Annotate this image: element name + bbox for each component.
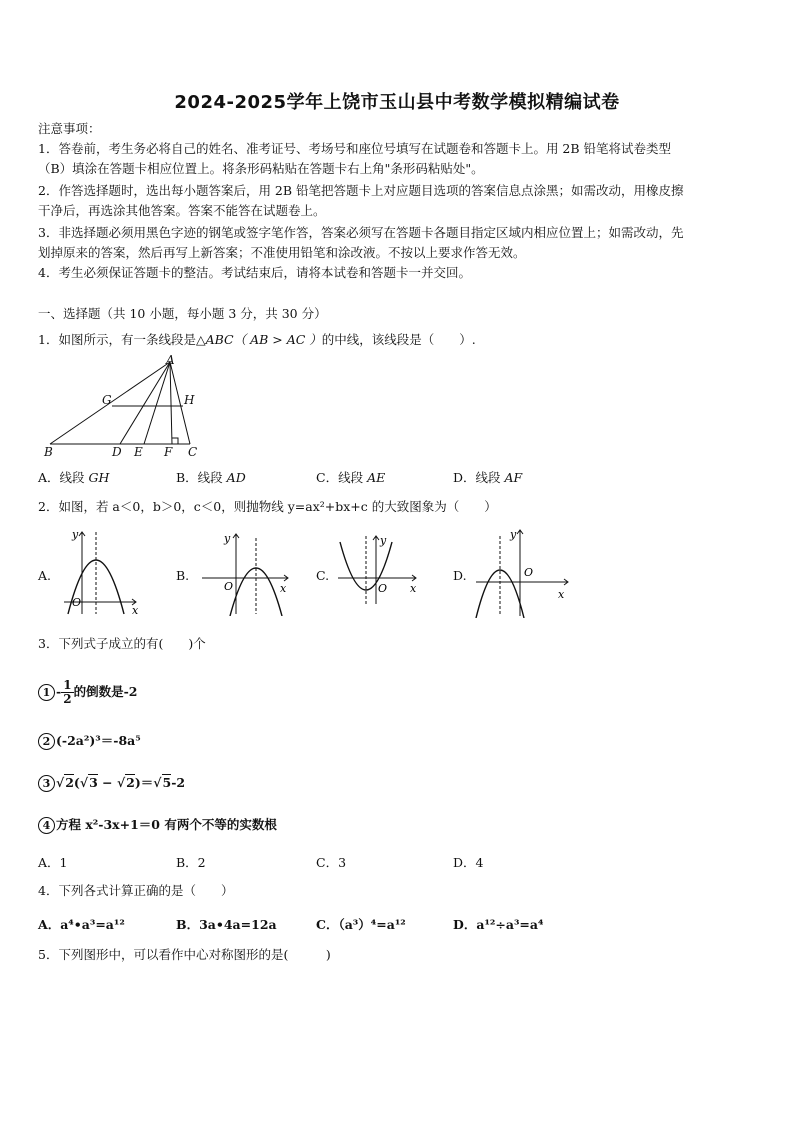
svg-text:x: x bbox=[558, 588, 565, 601]
q1-option-a[interactable]: A．线段 GH bbox=[38, 470, 110, 485]
q3-item-4: 4 方程 x²-3x+1＝0 有两个不等的实数根 bbox=[38, 815, 277, 835]
q1-stem bbox=[38, 330, 476, 350]
notes-line: 1．答卷前，考生务必将自己的姓名、准考证号、考场号和座位号填写在试题卷和答题卡上。用 2B 铅笔将试卷类型 bbox=[38, 141, 672, 156]
q4-option-a[interactable]: A．a⁴•a³=a¹² bbox=[38, 917, 125, 932]
notes-line: 划掉原来的答案，然后再写上新答案；不准使用铅笔和涂改液。不按以上要求作答无效。 bbox=[38, 245, 526, 260]
q2-option-b-label[interactable]: B. bbox=[176, 568, 190, 583]
q2-option-c-label[interactable]: C. bbox=[316, 568, 330, 583]
q1-triangle-figure bbox=[38, 352, 218, 462]
svg-text:y: y bbox=[510, 528, 517, 541]
q1-triangle: △ABC bbox=[195, 332, 234, 347]
notes-line: 3．非选择题必须用黑色字迹的钢笔或签字笔作答，答案必须写在答题卡各题目指定区域内相应位置上；如需改动，先 bbox=[38, 225, 684, 240]
q1-condition: （ AB > AC ） bbox=[233, 332, 322, 347]
label-H: H bbox=[184, 393, 195, 407]
label-A: A bbox=[166, 353, 175, 367]
q3-item-2: 2 (-2a²)³＝-8a⁵ bbox=[38, 731, 141, 751]
notes-line: （B）填涂在答题卡相应位置上。将条形码粘贴在答题卡右上角"条形码粘贴处"。 bbox=[38, 161, 484, 176]
q3-item-3: 3 √2(√3 − √2)＝√5-2 bbox=[38, 773, 185, 793]
notes-line: 4．考生必须保证答题卡的整洁。考试结束后，请将本试卷和答题卡一并交回。 bbox=[38, 265, 471, 280]
q4-option-b[interactable]: B．3a•4a=12a bbox=[176, 917, 277, 932]
q2-option-a-label[interactable]: A. bbox=[38, 568, 52, 583]
svg-text:y: y bbox=[224, 532, 231, 545]
svg-text:x: x bbox=[132, 604, 139, 616]
svg-text:x: x bbox=[410, 582, 417, 595]
q3-option-b[interactable]: B．2 bbox=[176, 855, 206, 870]
q3-item-1: 1 - $\frac{1}{2}$ 的倒数是-2 bbox=[38, 678, 137, 706]
q2-graph-a[interactable] bbox=[60, 526, 142, 616]
label-C: C bbox=[188, 445, 198, 459]
notes-line: 2．作答选择题时，选出每小题答案后，用 2B 铅笔把答题卡上对应题目选项的答案信息点涂黑；如需改动，用橡皮擦 bbox=[38, 183, 684, 198]
q1-option-b[interactable]: B．线段 AD bbox=[176, 470, 246, 485]
svg-text:O: O bbox=[524, 566, 534, 579]
q1-option-d[interactable]: D．线段 AF bbox=[453, 470, 523, 485]
page-title: 2024-2025学年上饶市玉山县中考数学模拟精编试卷 bbox=[174, 92, 620, 113]
q1-suffix: 的中线，该线段是（ ）. bbox=[321, 332, 476, 347]
q3-option-d[interactable]: D．4 bbox=[453, 855, 484, 870]
label-G: G bbox=[102, 393, 112, 407]
q3-option-a[interactable]: A．1 bbox=[38, 855, 68, 870]
q4-option-c[interactable]: C．（a³）⁴=a¹² bbox=[316, 917, 406, 932]
notes-line: 干净后，再选涂其他答案。答案不能答在试题卷上。 bbox=[38, 203, 326, 218]
svg-text:O: O bbox=[378, 582, 388, 595]
q2-stem: 2．如图，若 a＜0，b＞0，c＜0，则抛物线 y=ax²+bx+c 的大致图象为（ ） bbox=[38, 499, 497, 514]
q3-option-c[interactable]: C．3 bbox=[316, 855, 347, 870]
q5-stem: 5．下列图形中，可以看作中心对称图形的是( ) bbox=[38, 947, 331, 962]
q4-option-d[interactable]: D．a¹²÷a³=a⁴ bbox=[453, 917, 544, 932]
q2-option-d-label[interactable]: D. bbox=[453, 568, 467, 583]
svg-text:O: O bbox=[224, 580, 234, 593]
svg-text:x: x bbox=[280, 582, 287, 595]
notes-heading: 注意事项： bbox=[38, 121, 101, 136]
svg-text:O: O bbox=[72, 596, 82, 609]
section-heading: 一、选择题（共 10 小题，每小题 3 分，共 30 分） bbox=[38, 306, 327, 321]
q3-stem: 3．下列式子成立的有( )个 bbox=[38, 636, 206, 651]
label-B: B bbox=[44, 445, 53, 459]
q2-graph-c[interactable] bbox=[336, 532, 422, 608]
label-F: F bbox=[164, 445, 173, 459]
q2-graph-d[interactable] bbox=[472, 526, 572, 618]
label-D: D bbox=[112, 445, 122, 459]
svg-text:y: y bbox=[380, 534, 387, 547]
q4-stem: 4．下列各式计算正确的是（ ） bbox=[38, 883, 234, 898]
q1-option-c[interactable]: C．线段 AE bbox=[316, 470, 386, 485]
q1-prefix: 1．如图所示，有一条线段是 bbox=[38, 332, 196, 347]
label-E: E bbox=[134, 445, 143, 459]
svg-text:y: y bbox=[72, 528, 79, 541]
q2-graph-b[interactable] bbox=[198, 530, 294, 616]
